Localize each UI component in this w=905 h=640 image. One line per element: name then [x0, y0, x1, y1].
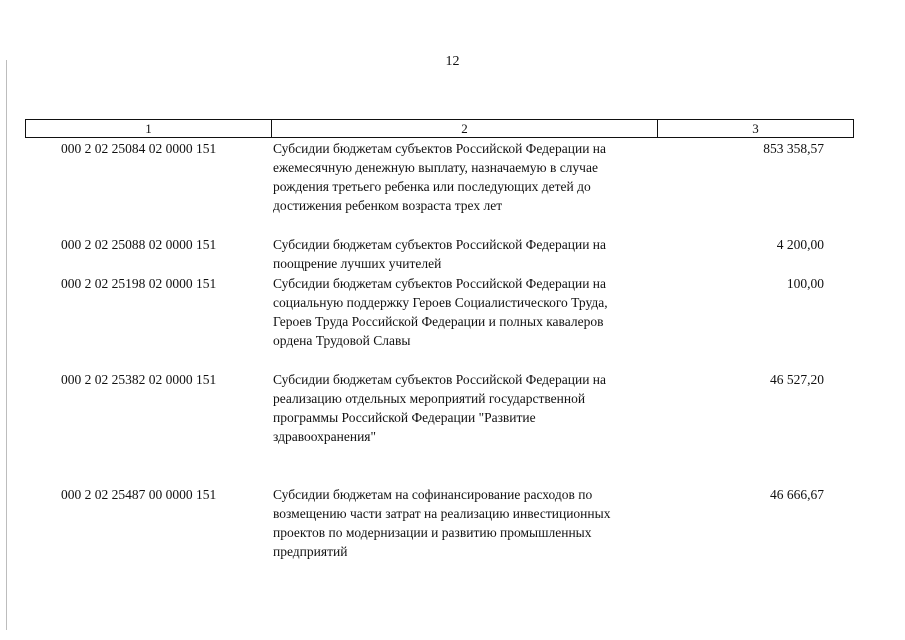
- description-line: проектов по модернизации и развитию промышленных: [273, 525, 592, 540]
- budget-code: 000 2 02 25382 02 0000 151: [61, 372, 217, 387]
- table-header: [25, 119, 854, 138]
- description-line: реализацию отдельных мероприятий государственной: [273, 391, 586, 406]
- row-description: [273, 274, 658, 350]
- description-line: предприятий: [273, 544, 348, 559]
- description-line: Героев Труда Российской Федерации и полных кавалеров: [273, 314, 604, 329]
- description-line: здравоохранения": [273, 429, 377, 444]
- description-line: поощрение лучших учителей: [273, 256, 442, 271]
- amount: 46 527,20: [770, 372, 824, 387]
- row-description: [273, 139, 658, 215]
- amount: 100,00: [786, 276, 824, 291]
- amount: 4 200,00: [776, 237, 824, 252]
- description-line: Субсидии бюджетам субъектов Российской Федерации на: [273, 372, 607, 387]
- budget-code: 000 2 02 25084 02 0000 151: [61, 141, 217, 156]
- description-line: достижения ребенком возраста трех лет: [273, 198, 503, 213]
- page-number: 12: [445, 54, 460, 69]
- amount: 46 666,67: [770, 487, 824, 502]
- description-line: возмещению части затрат на реализацию инвестиционных: [273, 506, 611, 521]
- description-line: социальную поддержку Героев Социалистического Труда,: [273, 295, 608, 310]
- description-line: программы Российской Федерации "Развитие: [273, 410, 536, 425]
- header-col-2: 2: [272, 120, 658, 137]
- row-description: [273, 370, 658, 446]
- header-col-3: 3: [752, 121, 759, 136]
- row-description: [273, 485, 658, 561]
- budget-code: 000 2 02 25198 02 0000 151: [61, 276, 217, 291]
- header-col-1: 1: [26, 120, 272, 137]
- budget-code: 000 2 02 25487 00 0000 151: [61, 487, 217, 502]
- description-line: Субсидии бюджетам субъектов Российской Федерации на: [273, 276, 607, 291]
- amount: 853 358,57: [763, 141, 824, 156]
- description-line: ежемесячную денежную выплату, назначаемую в случае: [273, 160, 598, 175]
- description-line: Субсидии бюджетам на софинансирование расходов по: [273, 487, 593, 502]
- budget-code: 000 2 02 25088 02 0000 151: [61, 237, 217, 252]
- description-line: ордена Трудовой Славы: [273, 333, 411, 348]
- description-line: рождения третьего ребенка или последующих детей до: [273, 179, 591, 194]
- description-line: Субсидии бюджетам субъектов Российской Федерации на: [273, 141, 607, 156]
- row-description: [273, 235, 658, 273]
- description-line: Субсидии бюджетам субъектов Российской Федерации на: [273, 237, 607, 252]
- scan-margin-line: [6, 60, 7, 630]
